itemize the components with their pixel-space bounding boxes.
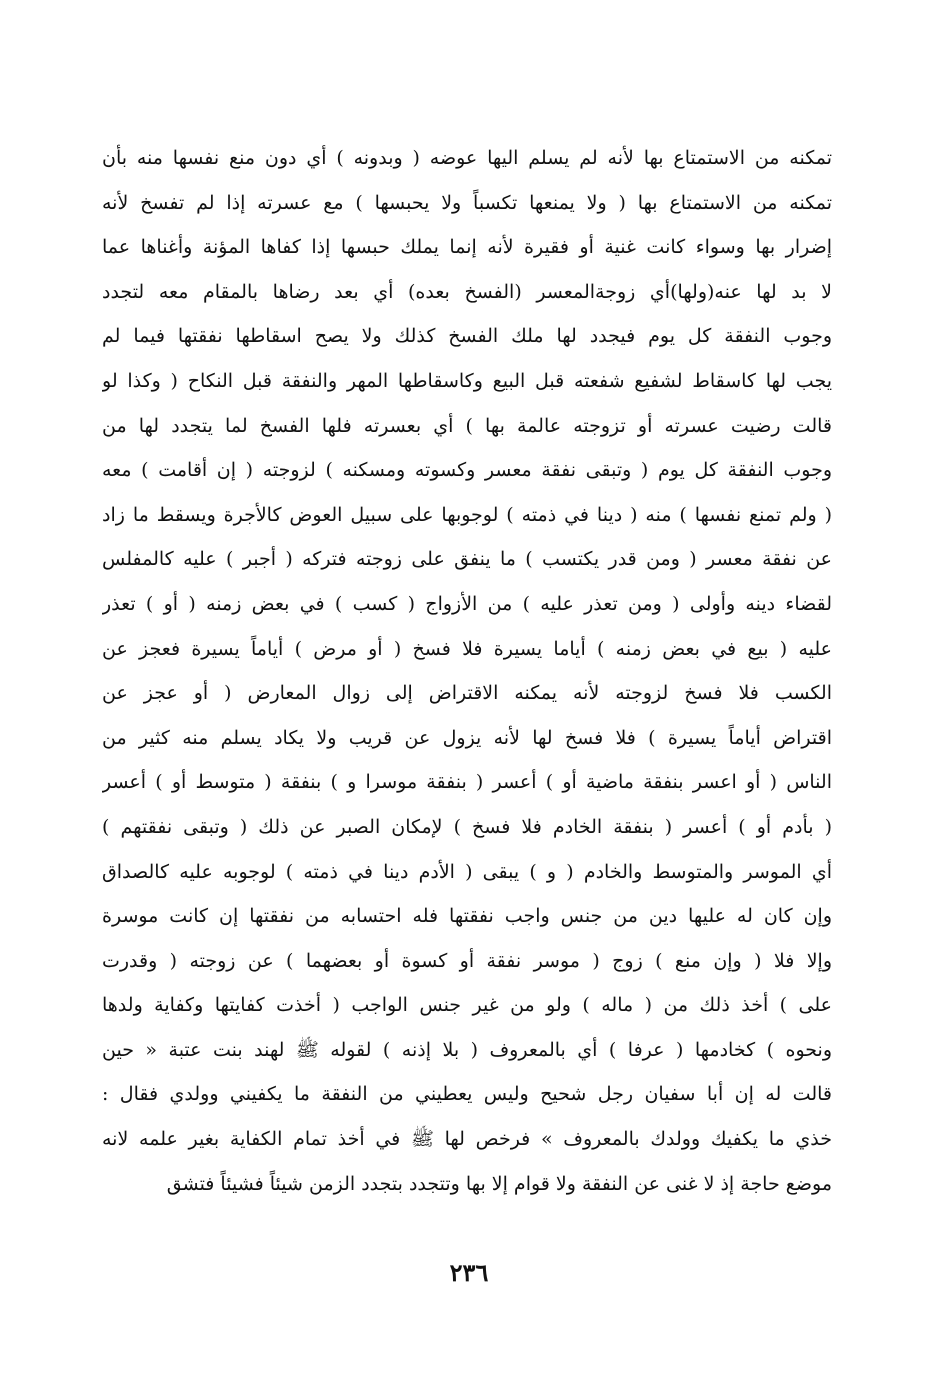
text-line: موضع حاجة إذ لا غنى عن النفقة ولا قوام إلا بها وتتجدد بتجدد الزمن شيئاً فشيئاً فتشق — [166, 1172, 832, 1195]
text-line: الناس ( أو اعسر بنفقة ماضية أو ) أعسر ( بنفقة موسرا و ) بنفقة ( متوسط أو ) أعسر — [102, 771, 832, 794]
page-number: ٢٣٦ — [449, 1258, 489, 1287]
text-line: ( ولم تمنع نفسها ) منه ( دينا في ذمته ) لوجوبها على سبيل العوض كالأجرة ويسقط ما زاد — [102, 503, 832, 526]
text-line: وجوب النفقة كل يوم فيجدد لها ملك الفسخ كذلك ولا يصح اسقاطها نفقتها فيما لم — [102, 325, 832, 348]
text-line: وجوب النفقة كل يوم ( وتبقى نفقة معسر وكسوته ومسكنه ) لزوجته ( إن أقامت ) معه — [102, 459, 832, 482]
text-line: قالت رضيت عسرته أو تزوجته عالمة بها ) أي بعسرته فلها الفسخ لما يتجدد لها من — [102, 414, 832, 437]
text-line: وإلا فلا ( وإن منع ) زوج ( موسر نفقة أو كسوة أو بعضهما ) عن زوجته ( وقدرت — [102, 949, 832, 972]
text-line: قالت له إن أبا سفيان رجل شحيح وليس يعطيني من النفقة ما يكفيني وولدي فقال : — [102, 1083, 832, 1106]
text-line: على ) أخذ ذلك من ( ماله ) ولو من غير جنس الواجب ( أخذت كفايتها وكفاية ولدها — [102, 994, 832, 1017]
text-line: عن نفقة معسر ( ومن قدر يكتسب ) ما ينفق على زوجته فتركه ( أجبر ) عليه كالمفلس — [102, 548, 832, 571]
text-line: خذي ما يكفيك وولدك بالمعروف » فرخص لها ﷺ في أخذ تمام الكفاية بغير علمه لانه — [102, 1128, 832, 1151]
text-line: لا بد لها عنه(ولها)أي زوجةالمعسر (الفسخ بعده) أي بعد رضاها بالمقام معه لتجدد — [102, 280, 832, 303]
text-line: اقتراض أياماً يسيرة ) فلا فسخ لها لأنه يزول عن قريب ولا يكاد يسلم منه كثير من — [102, 726, 832, 749]
text-line: تمكنه من الاستمتاع بها لأنه لم يسلم اليها عوضه ( وبدونه ) أي دون منع نفسها منه بأن — [102, 147, 832, 169]
text-line: تمكنه من الاستمتاع بها ( ولا يمنعها تكسباً ولا يحبسها ) مع عسرته إذا لم تفسخ لأنه — [102, 191, 832, 214]
text-line: وإن كان له عليها دين من جنس واجب نفقتها فله احتسابه من نفقتها إن كانت موسرة — [102, 905, 832, 928]
text-line: يجب لها كاسقاط لشفيع شفعته قبل البيع وكاسقاطها المهر والنفقة قبل النكاح ( وكذا لو — [102, 369, 832, 392]
text-line: لقضاء دينه وأولى ( ومن تعذر عليه ) من الأزواج ( كسب ) في بعض زمنه ( أو ) تعذر — [102, 592, 832, 615]
text-line: إضرار بها وسواء كانت غنية أو فقيرة لأنه إنما يملك حبسها إذا كفاها المؤنة وأغناها عما — [102, 236, 832, 259]
body-text — [102, 136, 832, 1206]
text-line: ( بأدم أو ) أعسر ( بنفقة الخادم فلا فسخ ) لإمكان الصبر عن ذلك ( وتبقى نفقتهم ) — [102, 815, 832, 838]
text-line: أي الموسر والمتوسط والخادم ( و ) يبقى ( الأدم دينا في ذمته ) لوجوبه عليه كالصداق — [102, 860, 832, 883]
text-line: الكسب فلا فسخ لزوجته لأنه يمكنه الاقتراض إلى زوال المعارض ( أو عجز عن — [102, 682, 832, 705]
text-line: ونحوه ) كخادمها ( عرفا ) أي بالمعروف ( بلا إذنه ) لقوله ﷺ لهند بنت عتبة « حين — [102, 1038, 832, 1061]
text-line: عليه ( بيع في بعض زمنه ) أياما يسيرة فلا فسخ ( أو مرض ) أياماً يسيرة فعجز عن — [102, 637, 832, 660]
